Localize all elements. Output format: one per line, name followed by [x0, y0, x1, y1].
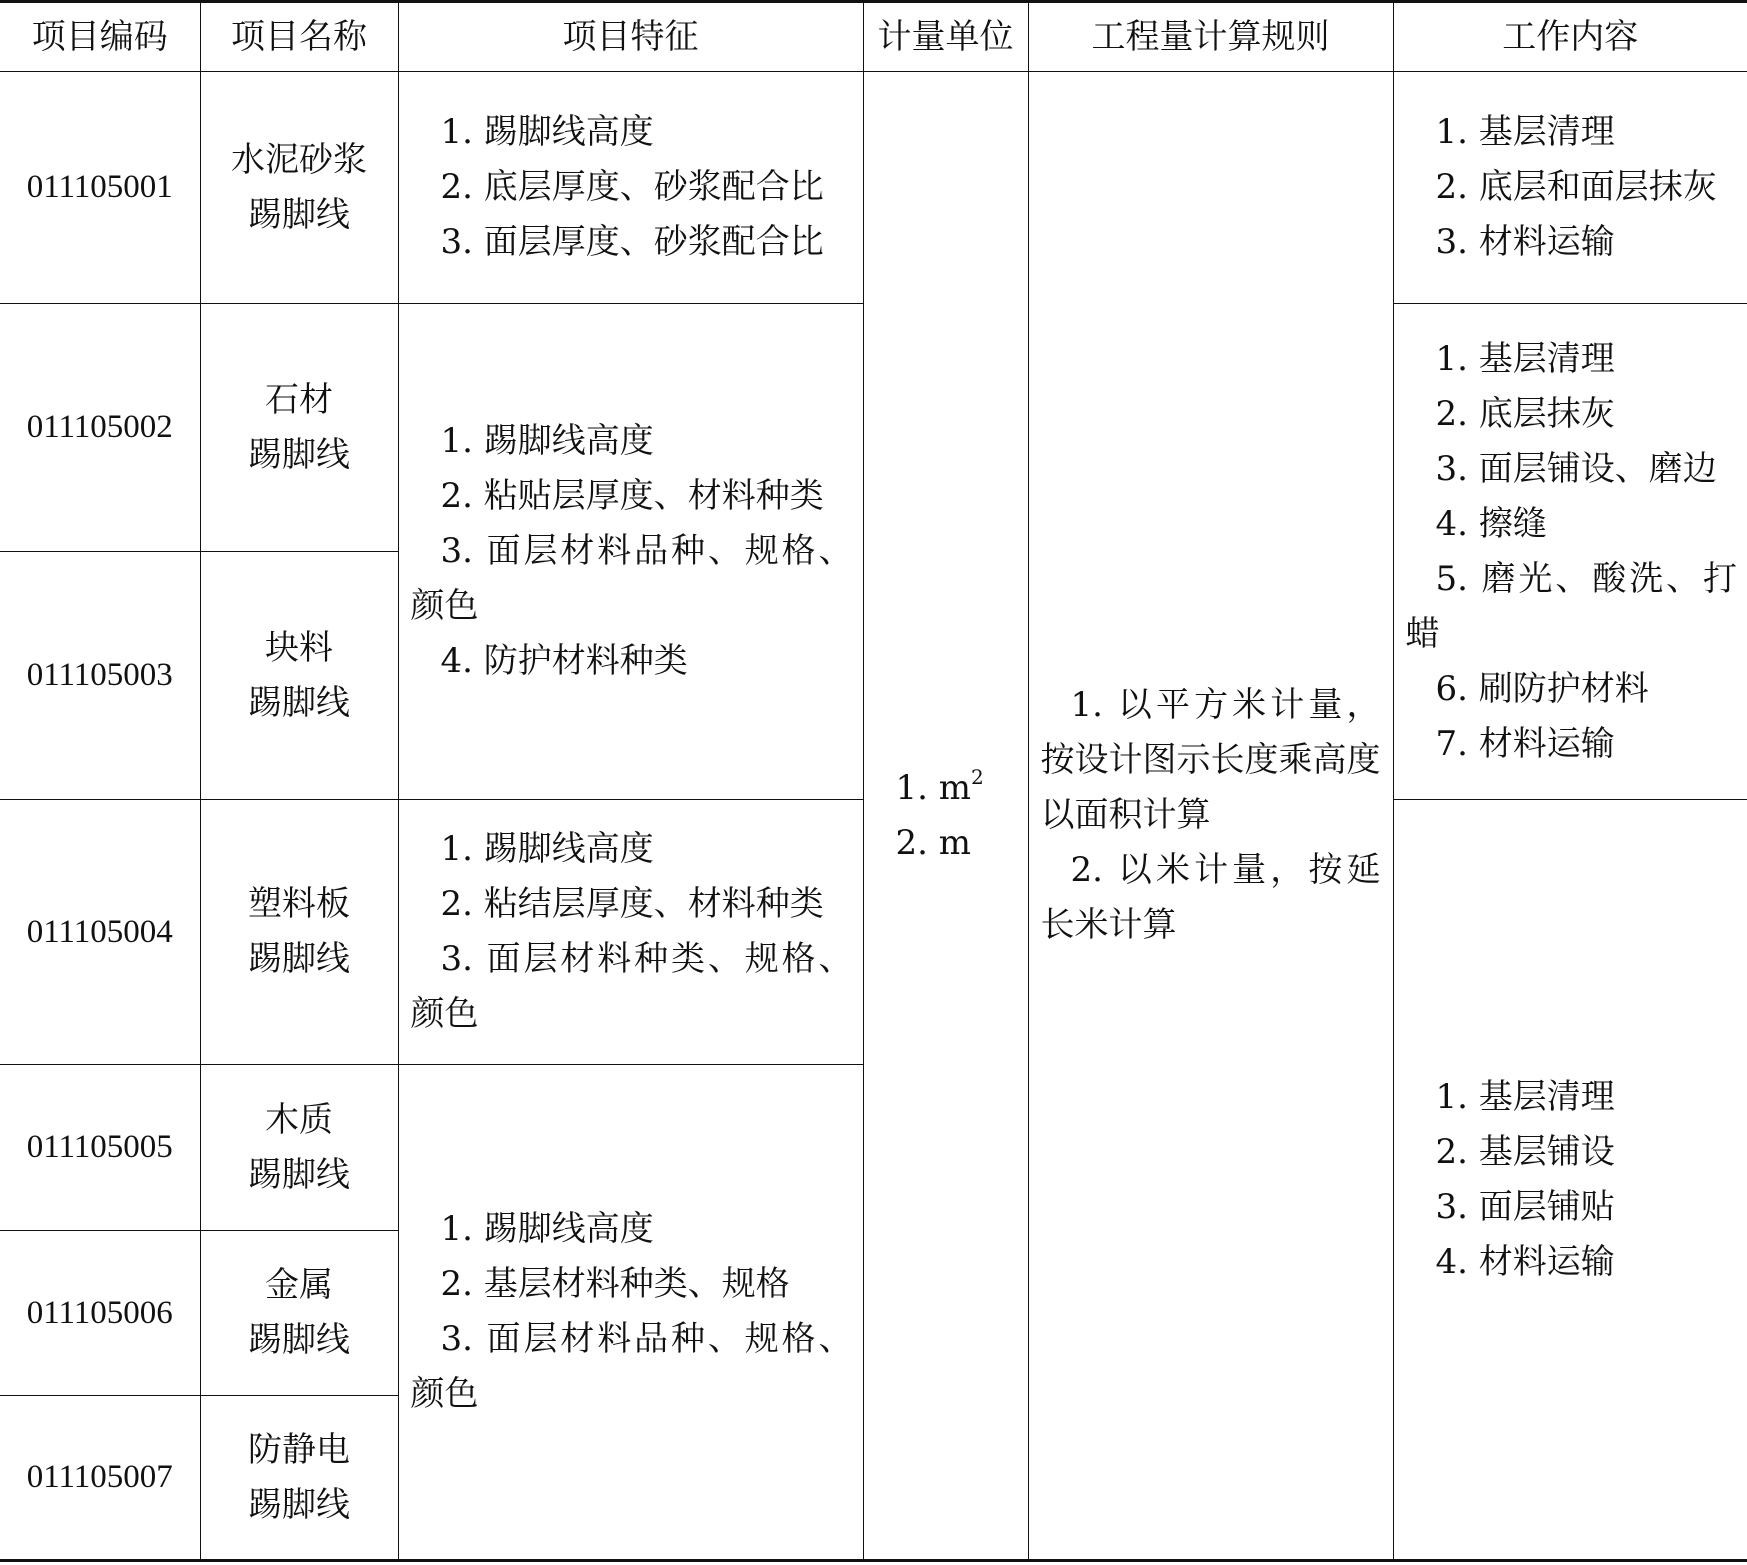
feature-item: 1. 踢脚线高度 — [440, 1209, 654, 1249]
item-name-line2: 踢脚线 — [248, 434, 350, 475]
item-name-line2: 踢脚线 — [248, 682, 350, 723]
features-cell — [398, 304, 863, 800]
rule-item: 1. 以平方米计量，按设计图示长度乘高度以面积计算 — [1040, 685, 1381, 835]
item-code: 011105007 — [0, 1396, 200, 1561]
work-item: 1. 基层清理 — [1435, 112, 1615, 152]
unit-m2: 1. m — [895, 767, 971, 808]
item-code: 011105006 — [0, 1231, 200, 1396]
feature-item: 2. 底层厚度、砂浆配合比 — [440, 167, 824, 207]
work-item: 4. 材料运输 — [1435, 1241, 1615, 1282]
item-name — [200, 304, 398, 552]
work-item: 3. 材料运输 — [1435, 222, 1615, 262]
work-cell — [1393, 304, 1747, 800]
feature-item: 1. 踢脚线高度 — [440, 112, 654, 152]
work-item: 2. 底层和面层抹灰 — [1435, 167, 1717, 207]
table-row — [0, 72, 1747, 304]
work-item: 3. 面层铺设、磨边 — [1435, 448, 1717, 489]
work-item: 7. 材料运输 — [1435, 723, 1615, 764]
work-item: 1. 基层清理 — [1435, 338, 1615, 379]
unit-line2: 2. m — [895, 822, 971, 863]
item-name-line1: 金属 — [265, 1265, 333, 1305]
unit-line1 — [896, 761, 1028, 816]
item-name-line1: 木质 — [265, 1099, 333, 1140]
header-work: 工作内容 — [1393, 2, 1747, 72]
item-name — [200, 1065, 398, 1231]
features-cell — [398, 1065, 863, 1561]
item-name-line1: 块料 — [265, 627, 333, 668]
item-code: 011105002 — [0, 304, 200, 552]
header-features: 项目特征 — [398, 2, 863, 72]
work-item: 1. 基层清理 — [1435, 1076, 1615, 1117]
feature-item: 3. 面层厚度、砂浆配合比 — [440, 222, 824, 262]
item-name-line1: 塑料板 — [248, 884, 350, 924]
item-code: 011105005 — [0, 1065, 200, 1231]
feature-item: 3. 面层材料品种、规格、颜色 — [410, 531, 853, 626]
item-name — [200, 72, 398, 304]
item-code: 011105003 — [0, 552, 200, 800]
item-name — [200, 1231, 398, 1396]
feature-item: 2. 粘贴层厚度、材料种类 — [440, 476, 824, 516]
work-item: 4. 擦缝 — [1435, 503, 1547, 544]
item-name — [200, 800, 398, 1065]
item-name-line2: 踢脚线 — [248, 1484, 350, 1525]
header-rule: 工程量计算规则 — [1028, 2, 1393, 72]
rule-cell — [1028, 72, 1393, 1561]
rule-item: 2. 以米计量，按延长米计算 — [1040, 850, 1381, 945]
header-unit: 计量单位 — [863, 2, 1028, 72]
header-row — [0, 2, 1747, 72]
header-code: 项目编码 — [0, 2, 200, 72]
feature-item: 3. 面层材料种类、规格、颜色 — [410, 939, 853, 1034]
features-cell — [398, 800, 863, 1065]
item-name-line1: 石材 — [265, 379, 333, 420]
work-item: 5. 磨光、酸洗、打蜡 — [1405, 558, 1737, 654]
header-name: 项目名称 — [200, 2, 398, 72]
item-name-line2: 踢脚线 — [248, 1320, 350, 1360]
work-item: 2. 基层铺设 — [1435, 1131, 1615, 1172]
work-cell — [1393, 800, 1747, 1561]
item-code: 011105001 — [0, 72, 200, 304]
item-code: 011105004 — [0, 800, 200, 1065]
feature-item: 1. 踢脚线高度 — [440, 829, 654, 869]
item-name-line2: 踢脚线 — [248, 939, 350, 979]
item-name — [200, 1396, 398, 1561]
item-name-line2: 踢脚线 — [248, 194, 350, 235]
item-name — [200, 552, 398, 800]
feature-item: 4. 防护材料种类 — [440, 641, 688, 681]
work-item: 3. 面层铺贴 — [1435, 1186, 1615, 1227]
work-item: 2. 底层抹灰 — [1435, 393, 1615, 434]
work-cell — [1393, 72, 1747, 304]
feature-item: 2. 基层材料种类、规格 — [440, 1264, 790, 1304]
feature-item: 1. 踢脚线高度 — [440, 421, 654, 461]
feature-item: 2. 粘结层厚度、材料种类 — [440, 884, 824, 924]
item-name-line2: 踢脚线 — [248, 1154, 350, 1195]
unit-exponent: 2 — [971, 765, 984, 790]
item-name-line1: 水泥砂浆 — [231, 139, 367, 180]
item-name-line1: 防静电 — [248, 1429, 350, 1470]
feature-item: 3. 面层材料品种、规格、颜色 — [410, 1319, 853, 1414]
work-item: 6. 刷防护材料 — [1435, 668, 1649, 709]
unit-cell — [863, 72, 1028, 1561]
features-cell — [398, 72, 863, 304]
